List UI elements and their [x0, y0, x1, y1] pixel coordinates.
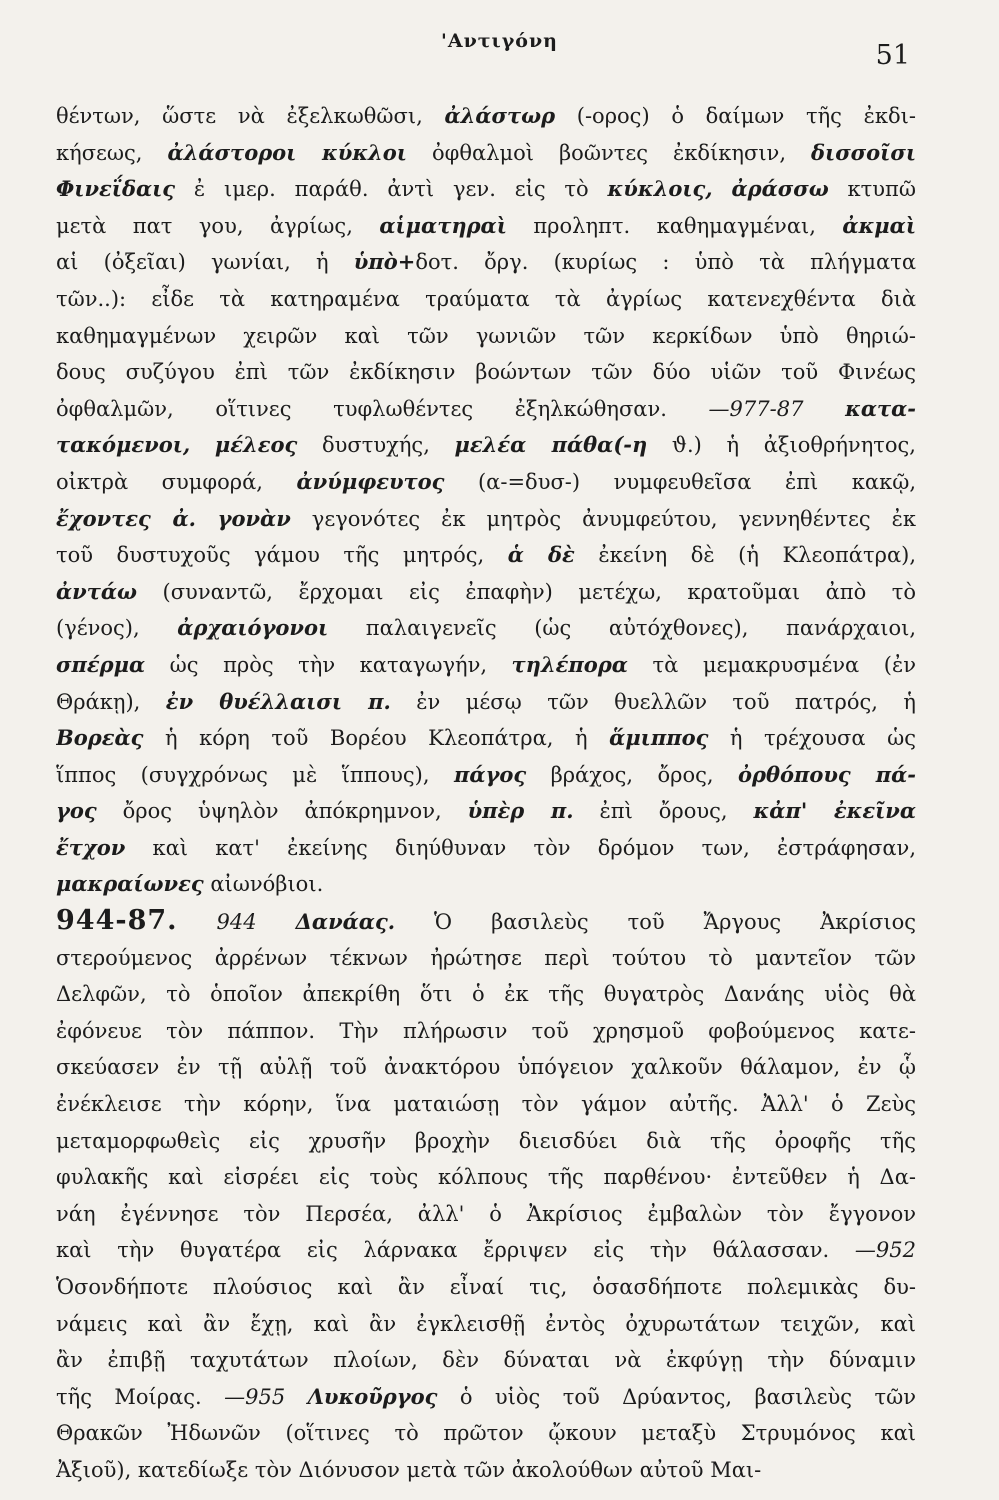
text-segment: δοτ. ὄργ. (κυρίως : ὑπὸ τὰ πλήγματα: [415, 250, 916, 275]
lemma: μέλεος: [214, 432, 298, 458]
text-line: [56, 1452, 916, 1489]
text-segment: Θράκῃ),: [56, 689, 166, 714]
text-line: [56, 427, 916, 464]
text-segment: ὡς πρὸς τὴν καταγωγήν,: [145, 652, 512, 677]
text-line: [56, 866, 916, 903]
text-segment: ἐνέκλεισε τὴν κόρην, ἵνα ματαιώσῃ τὸν γάμον αὐτῆς. Ἀλλ' ὁ Ζεὺς: [56, 1092, 916, 1117]
text-line: [56, 1415, 916, 1452]
text-segment: νάμεις καὶ ἂν ἔχῃ, καὶ ἂν ἐγκλεισθῇ ἐντὸς ὀχυρωτάτων τειχῶν, καὶ: [56, 1311, 916, 1336]
text-segment: (συναντῶ, ἔρχομαι εἰς ἐπαφὴν) μετέχω, κρατοῦμαι ἀπὸ τὸ: [137, 579, 916, 604]
text-segment: [190, 433, 215, 457]
text-segment: [257, 910, 296, 934]
text-segment: καὶ τὴν θυγατέρα εἰς λάρνακα ἔρριψεν εἰς τὴν θάλασσαν.: [56, 1238, 855, 1263]
text-line: [56, 610, 916, 647]
lemma: μελέα πάθα(-η: [454, 432, 648, 458]
text-segment: Θρακῶν Ἠδωνῶν (οἵτινες τὸ πρῶτον ᾤκουν μεταξὺ Στρυμόνος καὶ: [56, 1421, 916, 1446]
line-reference: —955: [224, 1384, 286, 1409]
text-line: [56, 1086, 916, 1123]
commentary-text: [56, 98, 916, 1489]
text-line: [56, 1306, 916, 1343]
text-line: [56, 830, 916, 867]
lemma: ἁ δὲ: [507, 542, 575, 568]
text-line: [56, 501, 916, 538]
text-segment: αἰωνόβιοι.: [203, 872, 324, 897]
lemma: πάγος: [453, 761, 527, 787]
lemma: ἀρχαιόγονοι: [177, 615, 329, 641]
text-line: [56, 171, 916, 208]
text-line: [56, 244, 916, 281]
text-segment: ὀφθαλμῶν, οἵτινες τυφλωθέντες ἐξηλκώθησαν.: [56, 396, 709, 421]
lemma: ἐν θυέλλαισι π.: [165, 688, 391, 714]
line-reference: —977-87: [708, 396, 804, 421]
text-segment: Ὁσονδήποτε πλούσιος καὶ ἂν εἶναί τις, ὁσασδήποτε πολεμικὰς δυ-: [56, 1275, 916, 1299]
text-segment: ἵππος (συγχρόνως μὲ ἵππους),: [56, 762, 454, 787]
text-segment: σκεύασεν ἐν τῇ αὐλῇ τοῦ ἀνακτόρου ὑπόγειον χαλκοῦν θάλαμον, ἐν ᾧ: [56, 1055, 916, 1080]
lemma: ἀνύμφευτος: [296, 468, 445, 494]
text-line: [56, 135, 916, 172]
text-line: [56, 464, 916, 501]
text-segment: τοῦ δυστυχοῦς γάμου τῆς μητρός,: [56, 543, 508, 568]
lemma: δισσοῖσι: [811, 139, 916, 165]
text-line: [56, 720, 916, 757]
text-segment: καθημαγμένων χειρῶν καὶ τῶν γωνιῶν τῶν κερκίδων ὑπὸ θηριώ-: [56, 323, 916, 348]
text-segment: βράχος, ὄρος,: [526, 762, 738, 787]
lemma: ἀντάω: [56, 578, 138, 604]
lemma: Δανάας.: [295, 909, 396, 935]
text-segment: [713, 177, 732, 201]
text-segment: στερούμενος ἀρρένων τέκνων ἠρώτησε περὶ τούτου τὸ μαντεῖον τῶν: [56, 945, 916, 970]
text-segment: [285, 1385, 307, 1409]
lemma: τακόμενοι,: [56, 432, 191, 458]
text-segment: (-ορος) ὁ δαίμων τῆς ἐκδι-: [555, 104, 916, 128]
lemma: ἀλάστοροι κύκλοι: [167, 139, 407, 165]
text-segment: ἐν μέσῳ τῶν θυελλῶν τοῦ πατρός, ἡ: [390, 689, 916, 714]
text-segment: καὶ κατ' ἐκείνης διηύθυναν τὸν δρόμον των, ἐστράφησαν,: [125, 835, 916, 860]
text-line: [56, 976, 916, 1013]
text-line: [56, 1269, 916, 1306]
text-line: [56, 1013, 916, 1050]
text-line: [56, 757, 916, 794]
text-segment: νάη ἐγέννησε τὸν Περσέα, ἀλλ' ὁ Ἀκρίσιος ἐμβαλὼν τὸν ἔγγονον: [56, 1201, 916, 1226]
text-segment: ἐπὶ ὄρους,: [573, 799, 754, 824]
text-segment: Δελφῶν, τὸ ὁποῖον ἀπεκρίθη ὅτι ὁ ἐκ τῆς θυγατρὸς Δανάης υἱὸς θὰ: [56, 982, 916, 1007]
text-segment: κήσεως,: [56, 140, 168, 165]
text-line: [56, 98, 916, 135]
lemma: ὑπὸ+: [353, 249, 416, 275]
text-segment: (α-=δυσ-) νυμφευθεῖσα ἐπὶ κακῷ,: [444, 469, 916, 494]
text-segment: οἰκτρὰ συμφορά,: [56, 469, 297, 494]
text-segment: ὁ υἱὸς τοῦ Δρύαντος, βασιλεὺς τῶν: [437, 1384, 916, 1409]
text-segment: δους συζύγου ἐπὶ τῶν ἐκδίκησιν βοώντων τῶν δύο υἱῶν τοῦ Φινέως: [56, 360, 916, 385]
text-segment: [178, 910, 217, 934]
text-segment: τῆς Μοίρας.: [56, 1384, 225, 1409]
text-segment: δυστυχής,: [297, 433, 455, 458]
text-segment: ὀφθαλμοὶ βοῶντες ἐκδίκησιν,: [406, 140, 812, 165]
lemma: ἔχοντες ἀ. γονὰν: [56, 505, 291, 531]
lemma: σπέρμα: [56, 651, 146, 677]
text-segment: παλαιγενεῖς (ὡς αὐτόχθονες), πανάρχαιοι,: [328, 616, 916, 641]
text-segment: τῶν..): εἶδε τὰ κατηραμένα τραύματα τὰ ἀγρίως κατενεχθέντα διὰ: [56, 286, 916, 311]
text-line: [56, 1379, 916, 1416]
text-segment: αἱ (ὀξεῖαι) γωνίαι, ἡ: [56, 250, 354, 275]
text-line: [56, 1232, 916, 1269]
text-segment: ὄρος ὑψηλὸν ἀπόκρημνον,: [96, 799, 468, 824]
lemma: ἅμιππος: [609, 725, 709, 751]
text-line: [56, 1123, 916, 1160]
text-segment: θέντων, ὥστε νὰ ἐξελκωθῶσι,: [56, 104, 445, 128]
lemma: Φινεΐδαις: [56, 176, 176, 202]
text-segment: ἐκείνη δὲ (ἡ Κλεοπάτρα),: [574, 543, 916, 568]
text-segment: [803, 397, 845, 421]
lemma: μακραίωνες: [56, 871, 204, 897]
lemma: αἱματηραὶ: [379, 212, 507, 238]
text-segment: κτυπῶ: [828, 177, 916, 202]
lemma: κύκλοις,: [607, 176, 713, 202]
text-line: [56, 903, 916, 940]
line-reference: 944: [216, 910, 257, 935]
text-segment: ἐφόνευε τὸν πάππον. Τὴν πλήρωσιν τοῦ χρησμοῦ φοβούμενος κατε-: [56, 1018, 916, 1043]
lemma: Λυκοῦργος: [307, 1383, 438, 1409]
text-segment: προληπτ. καθημαγμέναι,: [506, 213, 843, 238]
text-segment: γεγονότες ἐκ μητρὸς ἀνυμφεύτου, γεννηθέντες ἐκ: [290, 506, 916, 531]
text-line: [56, 1342, 916, 1379]
text-line: [56, 208, 916, 245]
text-segment: ἐ ιμερ. παράθ. ἀντὶ γεν. εἰς τὸ: [175, 177, 608, 202]
text-segment: Ἀξιοῦ), κατεδίωξε τὸν Διόνυσον μετὰ τῶν ἀκολούθων αὐτοῦ Μαι-: [56, 1457, 762, 1482]
text-segment: μετὰ πατ γου, ἀγρίως,: [56, 213, 380, 238]
lemma: Βορεὰς: [56, 725, 144, 751]
text-line: [56, 354, 916, 391]
text-segment: ἡ κόρη τοῦ Βορέου Κλεοπάτρα, ἡ: [143, 726, 610, 751]
text-line: [56, 391, 916, 428]
lemma: ὀρθόπους πά-: [737, 761, 916, 787]
text-segment: (γένος),: [56, 616, 178, 641]
text-segment: μεταμορφωθεὶς εἰς χρυσῆν βροχὴν διεισδύει διὰ τῆς ὀροφῆς τῆς: [56, 1128, 916, 1153]
text-line: [56, 318, 916, 355]
text-line: [56, 1049, 916, 1086]
text-segment: ἡ τρέχουσα ὡς: [708, 726, 916, 751]
text-line: [56, 793, 916, 830]
lemma: ἀκμαὶ: [842, 212, 916, 238]
text-segment: τὰ μεμακρυσμένα (ἐν: [627, 652, 916, 677]
lemma: κἀπ' ἐκεῖνα: [753, 798, 916, 824]
page-number: 51: [875, 40, 910, 71]
text-line: [56, 1159, 916, 1196]
text-segment: ἂν ἐπιβῇ ταχυτάτων πλοίων, δὲν δύναται νὰ ἐκφύγῃ τὴν δύναμιν: [56, 1348, 916, 1373]
text-line: [56, 1196, 916, 1233]
section-heading: 944-87.: [56, 905, 178, 937]
running-title: 'Αντιγόνη: [441, 30, 558, 52]
lemma: γος: [56, 798, 97, 824]
text-line: [56, 647, 916, 684]
lemma: ὑπὲρ π.: [467, 798, 574, 824]
text-line: [56, 940, 916, 977]
text-line: [56, 537, 916, 574]
text-line: [56, 684, 916, 721]
lemma: κατα-: [845, 395, 916, 421]
lemma: ἀλάστωρ: [444, 103, 556, 128]
lemma: ἀράσσω: [731, 176, 829, 202]
text-segment: φυλακῆς καὶ εἰσρέει εἰς τοὺς κόλπους τῆς παρθένου· ἐντεῦθεν ἡ Δα-: [56, 1165, 916, 1190]
lemma: τηλέπορα: [511, 651, 628, 677]
line-reference: —952: [854, 1238, 916, 1263]
text-line: [56, 281, 916, 318]
text-line: [56, 574, 916, 611]
text-segment: ϑ.) ἡ ἀξιοθρήνητος,: [647, 433, 916, 458]
lemma: ἔτχον: [56, 834, 126, 860]
text-segment: Ὁ βασιλεὺς τοῦ Ἄργους Ἀκρίσιος: [395, 910, 916, 935]
